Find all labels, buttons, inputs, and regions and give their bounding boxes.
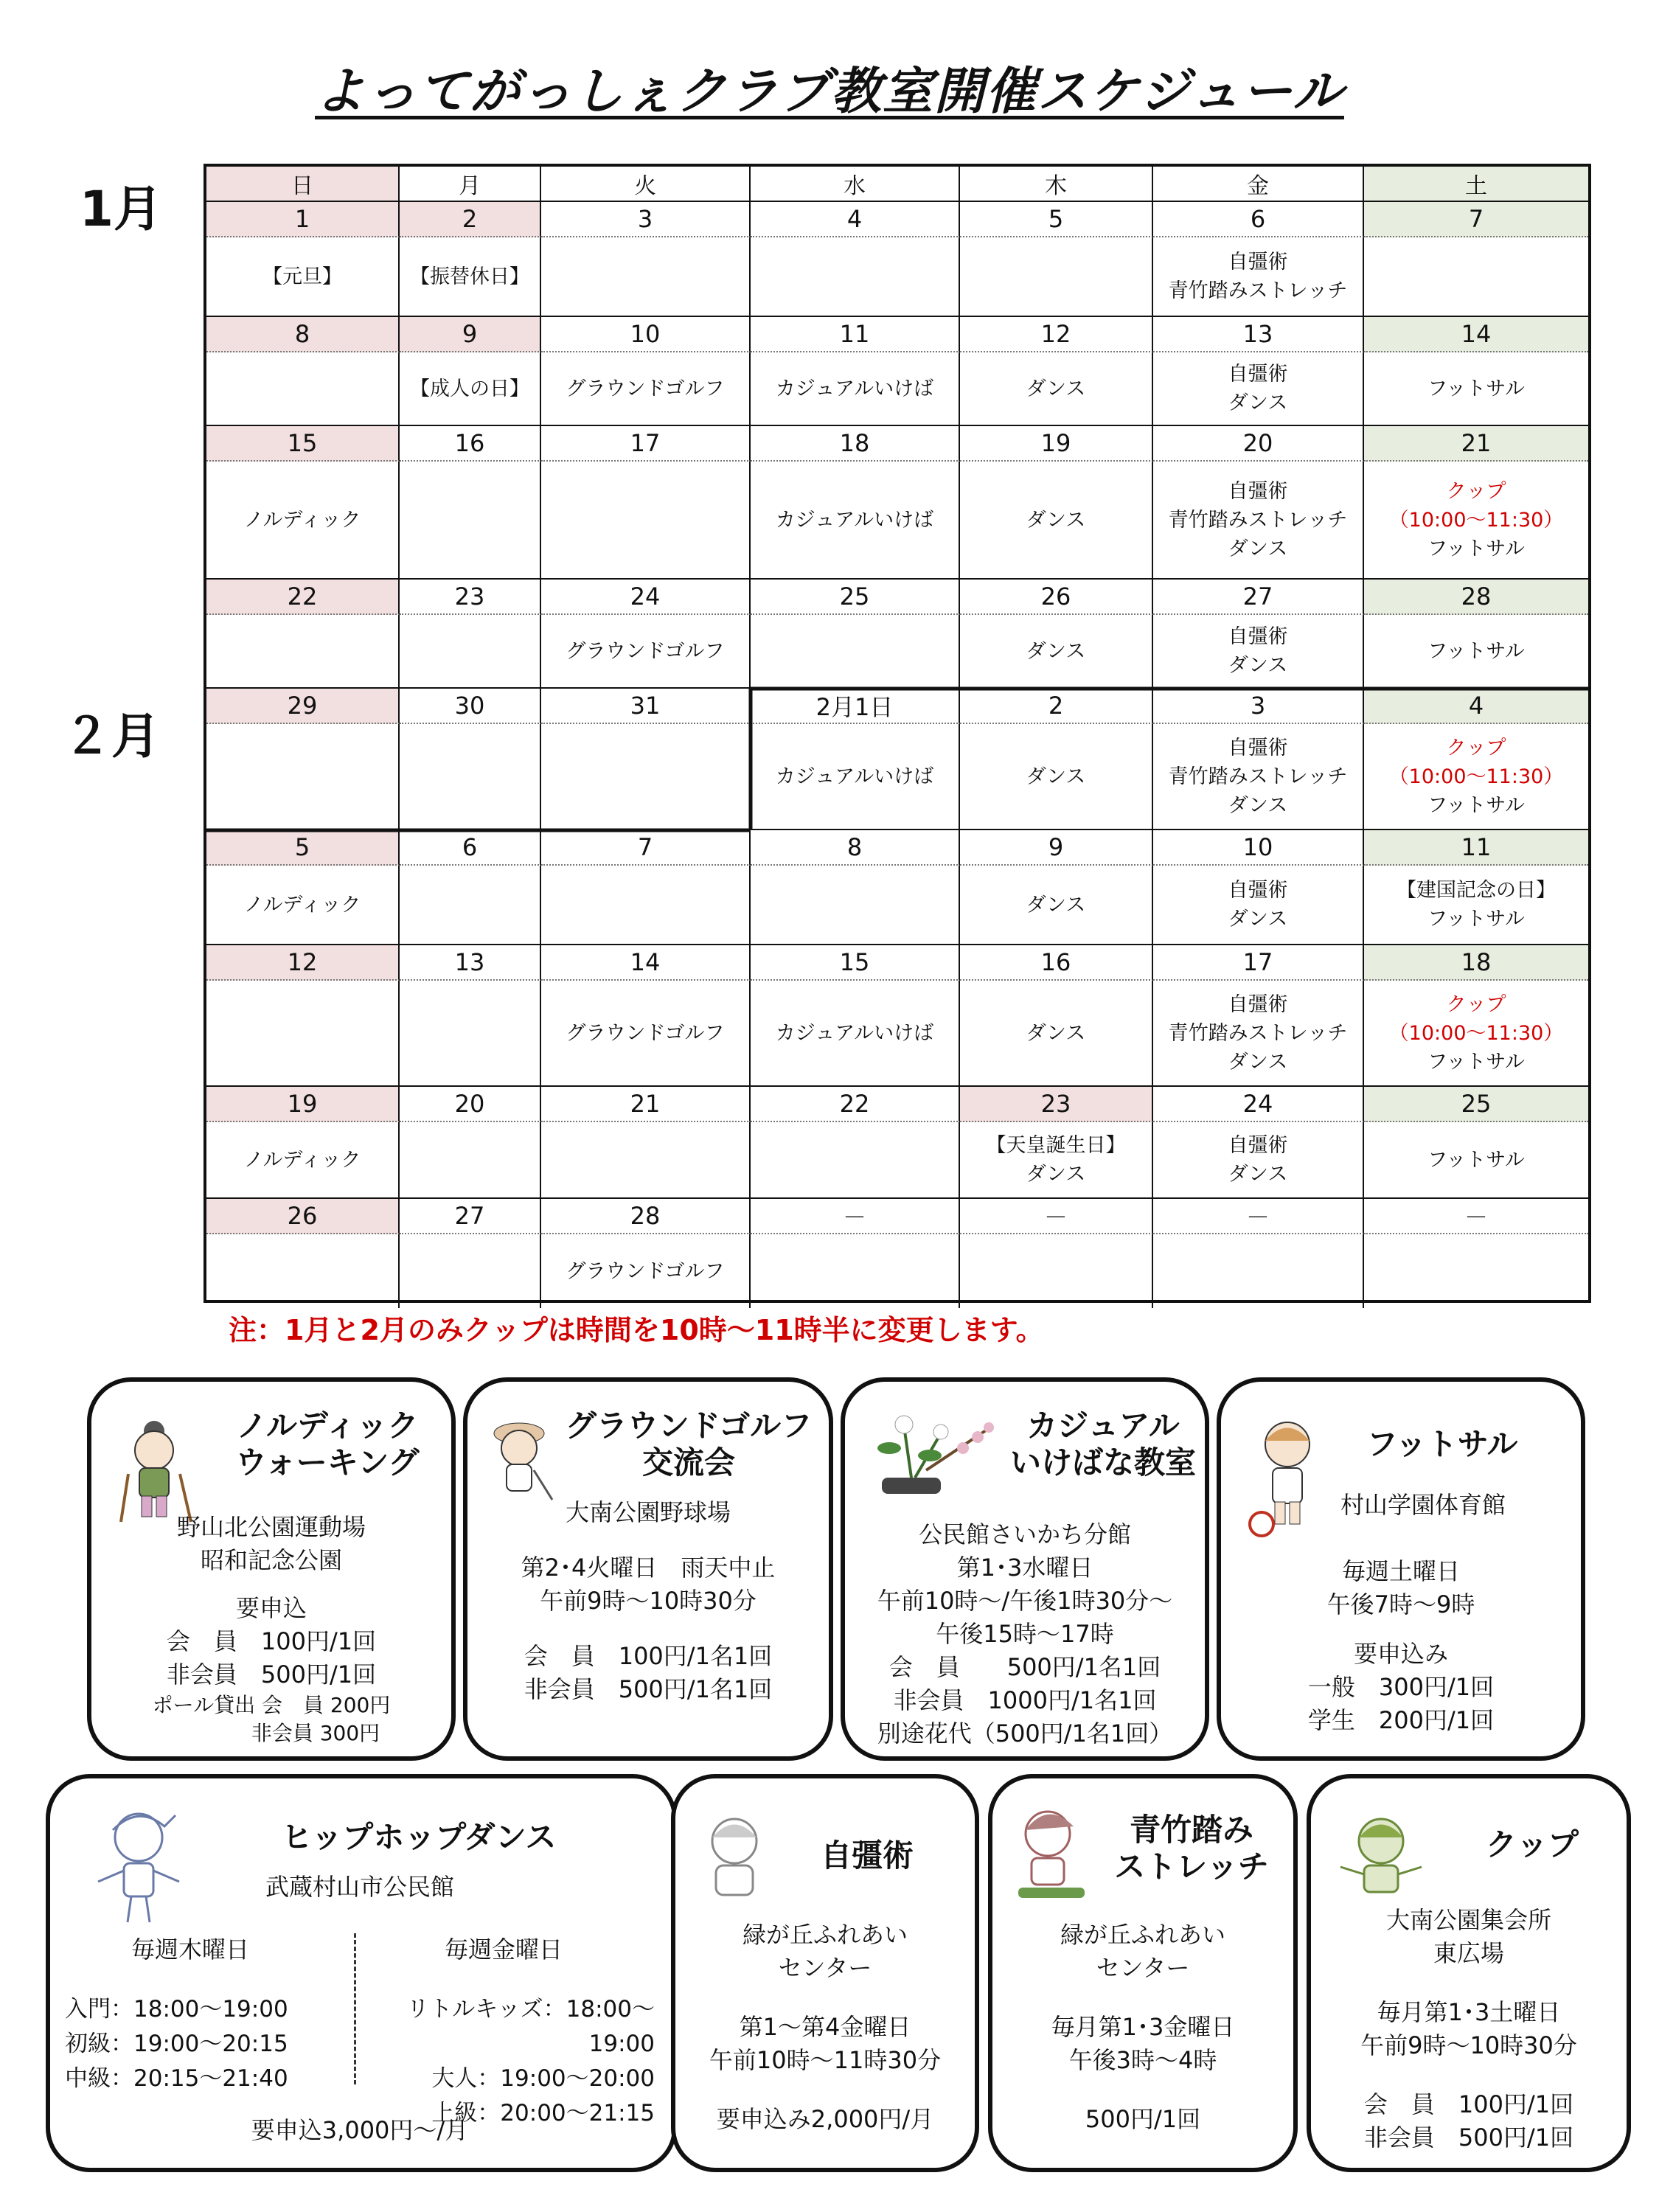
fee-member: 会 員 500円/1名1回 bbox=[888, 1653, 1161, 1681]
card-futsal bbox=[1217, 1377, 1585, 1761]
card-body bbox=[1311, 1904, 1627, 2154]
activity-label: ノルディック bbox=[243, 893, 361, 917]
card-body bbox=[992, 1919, 1293, 2136]
day-activities bbox=[751, 237, 960, 317]
day-activities bbox=[960, 237, 1153, 317]
card-title-line1: カジュアル bbox=[1026, 1408, 1180, 1444]
card-body bbox=[91, 1511, 451, 1747]
friday-schedule-heading: 毎週金曜日 bbox=[444, 1935, 563, 1964]
fee-nonmember: 非会員 500円/1回 bbox=[166, 1660, 377, 1688]
day-number: － bbox=[1153, 1199, 1364, 1234]
activity-label: フットサル bbox=[1427, 1148, 1525, 1172]
day-activities bbox=[1153, 866, 1364, 945]
weekday-header: 水 bbox=[751, 167, 960, 202]
day-number: 6 bbox=[1153, 202, 1364, 237]
day-number: 21 bbox=[541, 1087, 751, 1122]
fee-general: 一般 300円/1回 bbox=[1307, 1673, 1495, 1701]
day-activities bbox=[206, 1234, 400, 1308]
activity-label: ダンス bbox=[1026, 893, 1086, 917]
day-activities bbox=[400, 237, 541, 317]
day-activities bbox=[400, 724, 541, 830]
day-number: 12 bbox=[960, 317, 1153, 352]
card-aotake-stretch bbox=[988, 1774, 1298, 2172]
day-number: 12 bbox=[206, 945, 400, 981]
activity-label: 自彊術 bbox=[1228, 736, 1288, 759]
day-activities bbox=[751, 1122, 960, 1199]
venue: 大南公園集会所 bbox=[1385, 1906, 1551, 1934]
day-number: 27 bbox=[400, 1199, 541, 1234]
venue: 緑が丘ふれあい bbox=[1060, 1921, 1225, 1949]
month-label-january: 1月 bbox=[80, 181, 162, 237]
venue: 緑が丘ふれあい bbox=[742, 1921, 908, 1949]
day-activities bbox=[1364, 1234, 1588, 1308]
day-number: 2 bbox=[400, 202, 541, 237]
schedule-time: 午後3時～4時 bbox=[1068, 2046, 1217, 2074]
day-activities bbox=[541, 724, 751, 830]
day-number: 19 bbox=[960, 426, 1153, 462]
activity-label: 自彊術 bbox=[1228, 1134, 1288, 1157]
day-activities bbox=[541, 462, 751, 580]
card-nordic-walking bbox=[87, 1377, 456, 1761]
day-number: 13 bbox=[400, 945, 541, 981]
day-activities bbox=[206, 1122, 400, 1199]
day-activities bbox=[1153, 615, 1364, 689]
day-activities bbox=[1364, 724, 1588, 830]
day-number: 30 bbox=[400, 689, 541, 724]
activity-label: ダンス bbox=[1026, 765, 1086, 788]
card-title-line2: 交流会 bbox=[641, 1444, 735, 1481]
activity-label: 【成人の日】 bbox=[410, 377, 529, 400]
fee-member: 会 員 100円/1回 bbox=[1363, 2090, 1574, 2118]
day-number: 16 bbox=[400, 426, 541, 462]
venue: センター bbox=[1096, 1954, 1190, 1982]
day-activities bbox=[1364, 462, 1588, 580]
day-activities bbox=[960, 866, 1153, 945]
activity-label: フットサル bbox=[1427, 1050, 1525, 1074]
venue: 東広場 bbox=[1433, 1939, 1504, 1967]
day-number: 3 bbox=[541, 202, 751, 237]
day-activities bbox=[960, 724, 1153, 830]
day-activities bbox=[541, 981, 751, 1087]
card-title-line2: ストレッチ bbox=[1114, 1848, 1269, 1885]
activity-label: 青竹踏みストレッチ bbox=[1168, 508, 1348, 532]
fee-nonmember: 非会員 500円/1名1回 bbox=[524, 1675, 773, 1703]
activity-label: ノルディック bbox=[243, 508, 361, 532]
day-activities bbox=[1364, 1122, 1588, 1199]
activity-label: 自彊術 bbox=[1228, 251, 1288, 274]
day-number: 20 bbox=[1153, 426, 1364, 462]
activity-label: カジュアルいけば bbox=[775, 1021, 934, 1045]
day-activities bbox=[400, 1122, 541, 1199]
day-activities bbox=[206, 724, 400, 830]
month-label-february: ２月 bbox=[63, 708, 160, 765]
activity-label: ダンス bbox=[1026, 377, 1086, 400]
day-number: 8 bbox=[206, 317, 400, 352]
day-number: 4 bbox=[751, 202, 960, 237]
day-number: 2月1日 bbox=[751, 689, 960, 724]
fee-member: 会 員 100円/1名1回 bbox=[524, 1642, 773, 1670]
weekday-header: 日 bbox=[206, 167, 400, 202]
schedule-calendar bbox=[204, 164, 1591, 1303]
day-number: 8 bbox=[751, 830, 960, 866]
activity-label: （10:00～11:30） bbox=[1388, 1021, 1564, 1045]
day-number: 15 bbox=[206, 426, 400, 462]
activity-label: ダンス bbox=[1026, 1163, 1086, 1186]
card-hiphop-dance bbox=[46, 1774, 677, 2172]
activity-label: 自彊術 bbox=[1228, 625, 1288, 648]
nordic-walker-illustration bbox=[114, 1415, 202, 1526]
day-activities bbox=[541, 1122, 751, 1199]
schedule-day: 第2･4火曜日 雨天中止 bbox=[521, 1554, 776, 1582]
activity-label: （10:00～11:30） bbox=[1388, 765, 1564, 788]
activity-label: カジュアルいけば bbox=[775, 377, 934, 400]
day-number: 31 bbox=[541, 689, 751, 724]
fee-nonmember: 非会員 1000円/1名1回 bbox=[893, 1686, 1157, 1714]
day-activities bbox=[206, 352, 400, 426]
jikyojutsu-figure-illustration bbox=[694, 1808, 775, 1911]
schedule-time: 午前10時～11時30分 bbox=[709, 2046, 942, 2074]
day-activities bbox=[751, 615, 960, 689]
weekday-header: 木 bbox=[960, 167, 1153, 202]
day-activities bbox=[1364, 981, 1588, 1087]
day-activities bbox=[960, 1234, 1153, 1308]
day-number: 20 bbox=[400, 1087, 541, 1122]
day-activities bbox=[751, 981, 960, 1087]
day-activities bbox=[206, 981, 400, 1087]
activity-label: ダンス bbox=[1228, 793, 1288, 817]
day-activities bbox=[541, 866, 751, 945]
card-title-line1: ヒップホップダンス bbox=[281, 1819, 557, 1855]
class-time: 初級：19:00～20:15 bbox=[65, 2031, 288, 2057]
day-number: 3 bbox=[1153, 689, 1364, 724]
day-number: 19 bbox=[206, 1087, 400, 1122]
dancer-illustration bbox=[91, 1801, 187, 1926]
activity-label: グラウンドゴルフ bbox=[566, 377, 725, 400]
weekday-header: 火 bbox=[541, 167, 751, 202]
day-activities bbox=[1153, 1122, 1364, 1199]
activity-label: 【振替休日】 bbox=[410, 265, 529, 288]
activity-label: カジュアルいけば bbox=[775, 765, 934, 788]
activity-label: フットサル bbox=[1427, 908, 1525, 931]
card-title-line1: 青竹踏み bbox=[1129, 1812, 1253, 1848]
class-time: リトルキッズ：18:00～19:00 bbox=[406, 1996, 655, 2057]
day-number: 10 bbox=[1153, 830, 1364, 866]
application-note: 要申込 bbox=[235, 1594, 307, 1622]
venue: センター bbox=[778, 1954, 872, 1982]
schedule-day: 毎月第1･3土曜日 bbox=[1377, 1998, 1561, 2026]
day-number: 28 bbox=[541, 1199, 751, 1234]
activity-label: 【建国記念の日】 bbox=[1397, 879, 1556, 902]
day-activities bbox=[206, 866, 400, 945]
day-activities bbox=[206, 615, 400, 689]
activity-label: 青竹踏みストレッチ bbox=[1168, 765, 1348, 788]
activity-label: グラウンドゴルフ bbox=[566, 1259, 725, 1283]
schedule-time: 午前10時～/午後1時30分～ bbox=[877, 1587, 1173, 1615]
activity-label: クップ bbox=[1446, 736, 1506, 759]
day-number: 11 bbox=[1364, 830, 1588, 866]
activity-label: ダンス bbox=[1228, 1050, 1288, 1074]
activity-label: ダンス bbox=[1026, 508, 1086, 532]
day-number: 7 bbox=[1364, 202, 1588, 237]
day-number: 15 bbox=[751, 945, 960, 981]
day-activities bbox=[1364, 237, 1588, 317]
class-time: 上級：20:00～21:15 bbox=[431, 2100, 655, 2126]
card-ground-golf bbox=[463, 1377, 833, 1761]
day-number: 5 bbox=[960, 202, 1153, 237]
activity-label: クップ bbox=[1446, 992, 1506, 1016]
day-number: 9 bbox=[400, 317, 541, 352]
activity-label: ダンス bbox=[1026, 1021, 1086, 1045]
day-number: 25 bbox=[1364, 1087, 1588, 1122]
day-activities bbox=[1153, 237, 1364, 317]
day-number: 21 bbox=[1364, 426, 1588, 462]
card-casual-ikebana bbox=[841, 1377, 1209, 1761]
day-activities bbox=[400, 866, 541, 945]
activity-label: 青竹踏みストレッチ bbox=[1168, 1021, 1348, 1045]
fee-note: 要申込3,000円～/月 bbox=[251, 2116, 469, 2144]
weekday-header: 土 bbox=[1364, 167, 1588, 202]
day-number: 26 bbox=[960, 580, 1153, 615]
venue: 野山北公園運動場 bbox=[176, 1513, 366, 1541]
golfer-illustration bbox=[479, 1411, 560, 1507]
card-body bbox=[1221, 1489, 1581, 1522]
activity-label: 自彊術 bbox=[1228, 363, 1288, 386]
activity-label: ダンス bbox=[1228, 908, 1288, 931]
flower-arrangement-illustration bbox=[852, 1397, 1000, 1507]
day-activities bbox=[960, 981, 1153, 1087]
fee: 要申込み2,000円/月 bbox=[716, 2105, 934, 2133]
day-number: 11 bbox=[751, 317, 960, 352]
class-time: 入門：18:00～19:00 bbox=[65, 1996, 288, 2023]
pole-rental-fee: 非会員 300円 bbox=[251, 1721, 380, 1745]
day-number: 18 bbox=[1364, 945, 1588, 981]
day-number: 1 bbox=[206, 202, 400, 237]
weekday-header: 金 bbox=[1153, 167, 1364, 202]
card-jikyojutsu bbox=[671, 1774, 979, 2172]
activity-label: 自彊術 bbox=[1228, 879, 1288, 902]
day-number: 14 bbox=[1364, 317, 1588, 352]
day-number: 28 bbox=[1364, 580, 1588, 615]
day-number: － bbox=[751, 1199, 960, 1234]
day-activities bbox=[960, 352, 1153, 426]
venue: 大南公園野球場 bbox=[565, 1498, 731, 1526]
fee-member: 会 員 100円/1回 bbox=[166, 1627, 377, 1655]
day-number: 13 bbox=[1153, 317, 1364, 352]
activity-label: ダンス bbox=[1026, 639, 1086, 663]
day-number: 9 bbox=[960, 830, 1153, 866]
card-body bbox=[675, 1919, 975, 2136]
day-number: 17 bbox=[541, 426, 751, 462]
schedule-day: 毎週土曜日 bbox=[1341, 1557, 1460, 1585]
stretch-figure-illustration bbox=[1004, 1801, 1099, 1904]
card-title-line1: グラウンドゴルフ bbox=[565, 1408, 813, 1444]
schedule-time: 午前9時～10時30分 bbox=[540, 1587, 757, 1615]
activity-label: フットサル bbox=[1427, 537, 1525, 560]
day-activities bbox=[541, 352, 751, 426]
card-body bbox=[845, 1518, 1205, 1750]
day-activities bbox=[1153, 724, 1364, 830]
day-number: 4 bbox=[1364, 689, 1588, 724]
card-title-line1: クップ bbox=[1485, 1826, 1579, 1863]
day-number: 22 bbox=[751, 1087, 960, 1122]
card-title-line1: 自彊術 bbox=[820, 1837, 914, 1874]
day-number: 24 bbox=[541, 580, 751, 615]
day-activities bbox=[1364, 615, 1588, 689]
day-activities bbox=[751, 1234, 960, 1308]
day-activities bbox=[751, 866, 960, 945]
activity-label: 青竹踏みストレッチ bbox=[1168, 279, 1348, 302]
day-number: 5 bbox=[206, 830, 400, 866]
schedule-day: 第1～第4金曜日 bbox=[739, 2013, 911, 2041]
venue: 昭和記念公園 bbox=[200, 1546, 342, 1574]
day-activities bbox=[400, 981, 541, 1087]
day-number: 23 bbox=[400, 580, 541, 615]
day-activities bbox=[960, 1122, 1153, 1199]
activity-label: クップ bbox=[1446, 479, 1506, 503]
column-divider bbox=[354, 1933, 356, 2084]
day-number: 25 bbox=[751, 580, 960, 615]
application-note: 要申込み bbox=[1353, 1640, 1448, 1668]
activity-label: グラウンドゴルフ bbox=[566, 639, 725, 663]
day-number: 23 bbox=[960, 1087, 1153, 1122]
day-number: 10 bbox=[541, 317, 751, 352]
card-body-details bbox=[1221, 1555, 1581, 1737]
schedule-day: 第1･3水曜日 bbox=[956, 1554, 1093, 1582]
day-activities bbox=[206, 237, 400, 317]
friday-class-list bbox=[360, 1992, 655, 2131]
fee-student: 学生 200円/1回 bbox=[1307, 1706, 1495, 1734]
venue: 公民館さいかち分館 bbox=[918, 1520, 1131, 1548]
day-activities bbox=[960, 462, 1153, 580]
day-number: 6 bbox=[400, 830, 541, 866]
activity-label: カジュアルいけば bbox=[775, 508, 934, 532]
day-number: 17 bbox=[1153, 945, 1364, 981]
day-activities bbox=[400, 1234, 541, 1308]
day-activities bbox=[1153, 352, 1364, 426]
schedule-time: 午後7時～9時 bbox=[1326, 1590, 1475, 1618]
activity-label: ダンス bbox=[1228, 654, 1288, 677]
day-number: 7 bbox=[541, 830, 751, 866]
day-number: － bbox=[960, 1199, 1153, 1234]
venue: 武蔵村山市公民館 bbox=[265, 1873, 454, 1901]
card-title-line2: いけばな教室 bbox=[1009, 1444, 1196, 1481]
kupp-player-illustration bbox=[1333, 1808, 1429, 1911]
fee: 500円/1回 bbox=[1085, 2105, 1201, 2133]
flower-fee: 別途花代（500円/1名1回） bbox=[877, 1719, 1173, 1747]
venue: 村山学園体育館 bbox=[1340, 1491, 1506, 1519]
schedule-time: 午後15時～17時 bbox=[936, 1620, 1114, 1648]
day-number: 24 bbox=[1153, 1087, 1364, 1122]
day-number: 26 bbox=[206, 1199, 400, 1234]
day-number: 18 bbox=[751, 426, 960, 462]
card-kupp bbox=[1307, 1774, 1631, 2172]
day-number: 2 bbox=[960, 689, 1153, 724]
activity-label: 【元旦】 bbox=[262, 265, 342, 288]
activity-label: フットサル bbox=[1427, 377, 1525, 400]
day-number: － bbox=[1364, 1199, 1588, 1234]
day-activities bbox=[400, 615, 541, 689]
schedule-time: 午前9時～10時30分 bbox=[1360, 2031, 1577, 2059]
activity-label: 自彊術 bbox=[1228, 992, 1288, 1016]
page-title: よってがっしぇクラブ教室開催スケジュール bbox=[315, 63, 1344, 121]
day-activities bbox=[751, 462, 960, 580]
day-number: 16 bbox=[960, 945, 1153, 981]
activity-label: 自彊術 bbox=[1228, 479, 1288, 503]
thursday-schedule-heading: 毎週木曜日 bbox=[131, 1935, 249, 1964]
card-body bbox=[467, 1496, 829, 1706]
activity-label: ノルディック bbox=[243, 1148, 361, 1172]
pole-rental-fee: ポール貸出 会 員 200円 bbox=[152, 1693, 391, 1717]
schedule-day: 毎月第1･3金曜日 bbox=[1051, 2013, 1235, 2041]
activity-label: フットサル bbox=[1427, 639, 1525, 663]
activity-label: ダンス bbox=[1228, 537, 1288, 560]
day-activities bbox=[751, 352, 960, 426]
day-activities bbox=[1364, 866, 1588, 945]
day-activities bbox=[541, 237, 751, 317]
class-time: 中級：20:15～21:40 bbox=[65, 2065, 288, 2092]
day-activities bbox=[400, 352, 541, 426]
activity-label: （10:00～11:30） bbox=[1388, 508, 1564, 532]
activity-label: 【天皇誕生日】 bbox=[986, 1134, 1126, 1157]
card-title-line2: ウォーキング bbox=[235, 1444, 420, 1481]
day-activities bbox=[1153, 462, 1364, 580]
card-title-line1: ノルディック bbox=[236, 1408, 419, 1444]
day-activities bbox=[960, 615, 1153, 689]
day-activities bbox=[541, 615, 751, 689]
day-number: 27 bbox=[1153, 580, 1364, 615]
activity-label: ダンス bbox=[1228, 1163, 1288, 1186]
day-activities bbox=[1153, 981, 1364, 1087]
schedule-note: 注：1月と2月のみクップは時間を10時～11時半に変更します。 bbox=[229, 1314, 1044, 1346]
activity-label: フットサル bbox=[1427, 793, 1525, 817]
class-time: 大人：19:00～20:00 bbox=[431, 2065, 655, 2092]
day-number: 22 bbox=[206, 580, 400, 615]
activity-label: グラウンドゴルフ bbox=[566, 1021, 725, 1045]
day-number: 29 bbox=[206, 689, 400, 724]
day-activities bbox=[751, 724, 960, 830]
fee-nonmember: 非会員 500円/1回 bbox=[1363, 2124, 1574, 2152]
thursday-class-list bbox=[65, 1992, 330, 2096]
card-title-line1: フットサル bbox=[1366, 1426, 1518, 1462]
day-activities bbox=[1153, 1234, 1364, 1308]
weekday-header: 月 bbox=[400, 167, 541, 202]
day-activities bbox=[206, 462, 400, 580]
day-activities bbox=[541, 1234, 751, 1308]
day-number: 14 bbox=[541, 945, 751, 981]
activity-label: ダンス bbox=[1228, 392, 1288, 414]
day-activities bbox=[1364, 352, 1588, 426]
day-activities bbox=[400, 462, 541, 580]
